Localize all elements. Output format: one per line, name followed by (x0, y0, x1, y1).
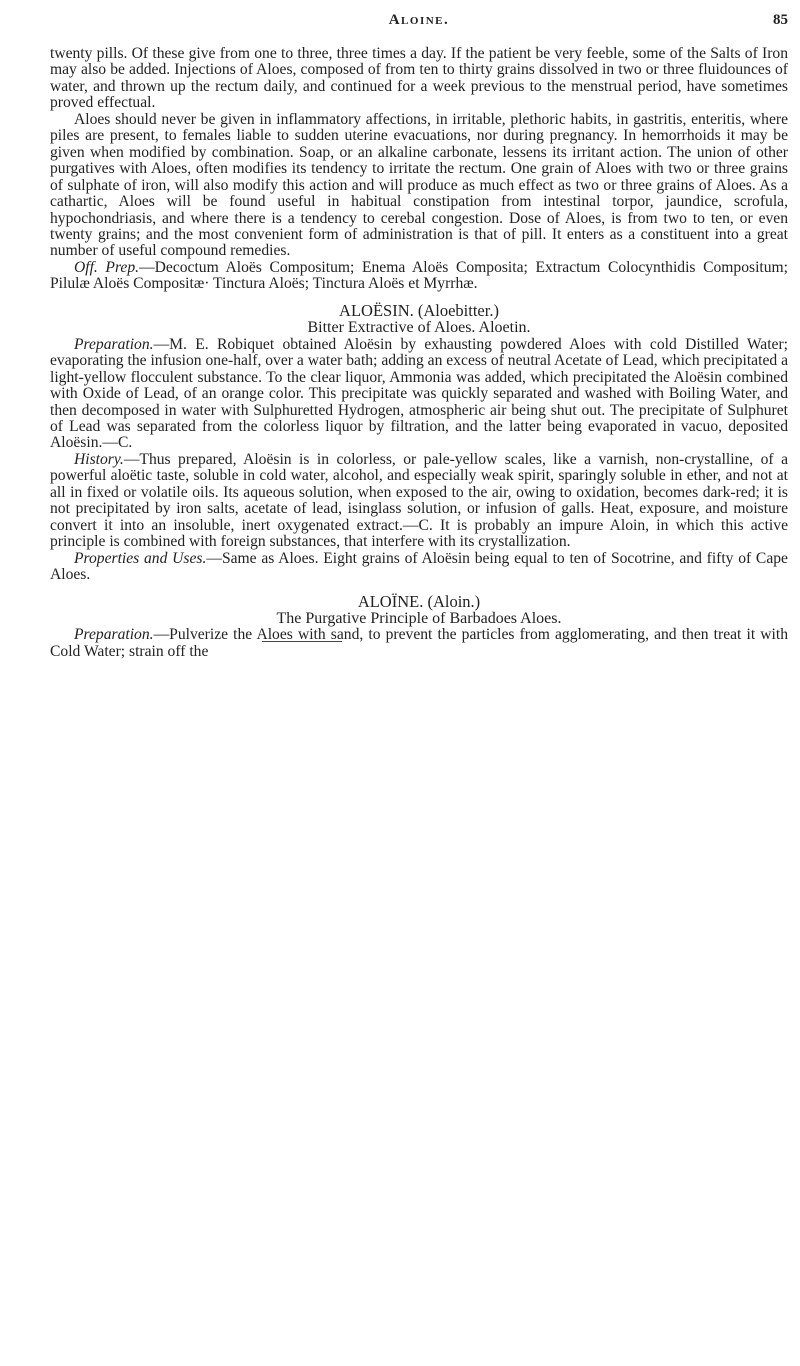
running-head (50, 12, 788, 38)
running-head-title: Aloine. (388, 12, 450, 28)
aloesin-title: ALOËSIN. (Aloebitter.) (339, 300, 499, 320)
page-number: 85 (773, 12, 788, 28)
aloesin-history-label: History. (74, 450, 124, 468)
aloine-subtitle: The Purgative Principle of Barbadoes Aloes. (276, 609, 562, 627)
aloesin-properties (50, 551, 788, 584)
aloine-preparation-label: Preparation. (74, 626, 154, 644)
paragraph-official-preparations (50, 260, 788, 293)
aloine-title: ALOÏNE. (Aloin.) (357, 591, 481, 611)
aloesin-preparation-label: Preparation. (74, 335, 154, 353)
aloesin-heading (50, 300, 788, 337)
aloesin-preparation (50, 337, 788, 452)
paragraph-contraindications: Aloes should never be given in inflammatory affections, in irritable, plethoric habits, in gastritis, enteritis, where piles are present, to females liable to sudden uterine evacuations, nor during pregnancy. In hemorrhoids it may be given when modified by combination. Soap, or an alkaline carbonate, lessens its irritant action. The union of other purgatives with Aloes, often modifies its tendency to irritate the rectum. One grain of Aloes with two or three grains of sulphate of iron, will also modify this action and will produce as much effect as two or three grains of Aloes. As a cathartic, Aloes will be found useful in habitual constipation from intestinal torpor, jaundice, scrofula, hypochondriasis, and where there is a tendency to cerebal congestion. Dose of Aloes, is from two to ten, or even twenty grains; and the most convenient form of administration is that of pill. It enters as a constituent into a great number of useful compound remedies. (50, 110, 788, 260)
aloesin-preparation-text: —M. E. Robiquet obtained Aloësin by exhausting powdered Aloes with cold Distilled Water; evaporating the infusion one-half, over a water bath; adding an excess of neutral Acetate of Lead, which precipitated a light-yellow flocculent substance. To the clear liquor, Ammonia was added, which precipitated the Aloësin combined with Oxide of Lead, of an orange color. This precipitate was quickly separated and washed with Boiling Water, and then decomposed in water with Sulphuretted Hydrogen, atmospheric air being shut out. The precipitate of Sulphuret of Lead was separated from the colorless liquor by filtration, and the latter being evaporated in vacuo, deposited Aloësin.—C. (50, 335, 788, 452)
aloine-preparation (50, 627, 788, 660)
aloesin-history-text: —Thus prepared, Aloësin is in colorless, or pale-yellow scales, like a varnish, non-crystalline, of a powerful aloëtic taste, soluble in cold water, alcohol, and especially weak spirit, sparingly soluble in ether, and not at all in fixed or volatile oils. Its aqueous solution, when exposed to the air, owing to oxidation, becomes dark-red; it is not precipitated by iron salts, acetate of lead, isinglass solution, or infusion of galls. Heat, exposure, and moisture convert it into an insoluble, inert oxygenated extract.—C. It is probably an impure Aloin, in which this active principle is combined with foreign substances, that interfere with its crystallization. (50, 450, 788, 551)
aloesin-properties-text: —Same as Aloes. Eight grains of Aloësin being equal to ten of Socotrine, and fifty of Cape Aloes. (50, 549, 788, 584)
official-preparations-text: —Decoctum Aloës Compositum; Enema Aloës Composita; Extractum Colocynthidis Compositum; Pilulæ Aloës Compositæ· Tinctura Aloës; Tinctura Aloës et Myrrhæ. (50, 258, 788, 293)
aloine-preparation-text: —Pulverize the Aloes with sand, to prevent the particles from agglomerating, and then treat it with Cold Water; strain off the (50, 626, 788, 660)
aloesin-title-underline (262, 641, 342, 642)
official-preparations-label: Off. Prep. (74, 258, 140, 276)
aloesin-history (50, 452, 788, 551)
aloesin-properties-label: Properties and Uses. (74, 549, 207, 567)
aloesin-subtitle: Bitter Extractive of Aloes. Aloetin. (307, 319, 531, 337)
aloine-heading (50, 591, 788, 628)
body-text (50, 46, 788, 660)
paragraph-twenty-pills: twenty pills. Of these give from one to three, three times a day. If the patient be very feeble, some of the Salts of Iron may also be added. Injections of Aloes, composed of from ten to thirty grains dissolved in two or three fluidounces of water, and thrown up the rectum daily, and continued for a week previous to the menstrual period, have sometimes proved effectual. (50, 45, 788, 112)
